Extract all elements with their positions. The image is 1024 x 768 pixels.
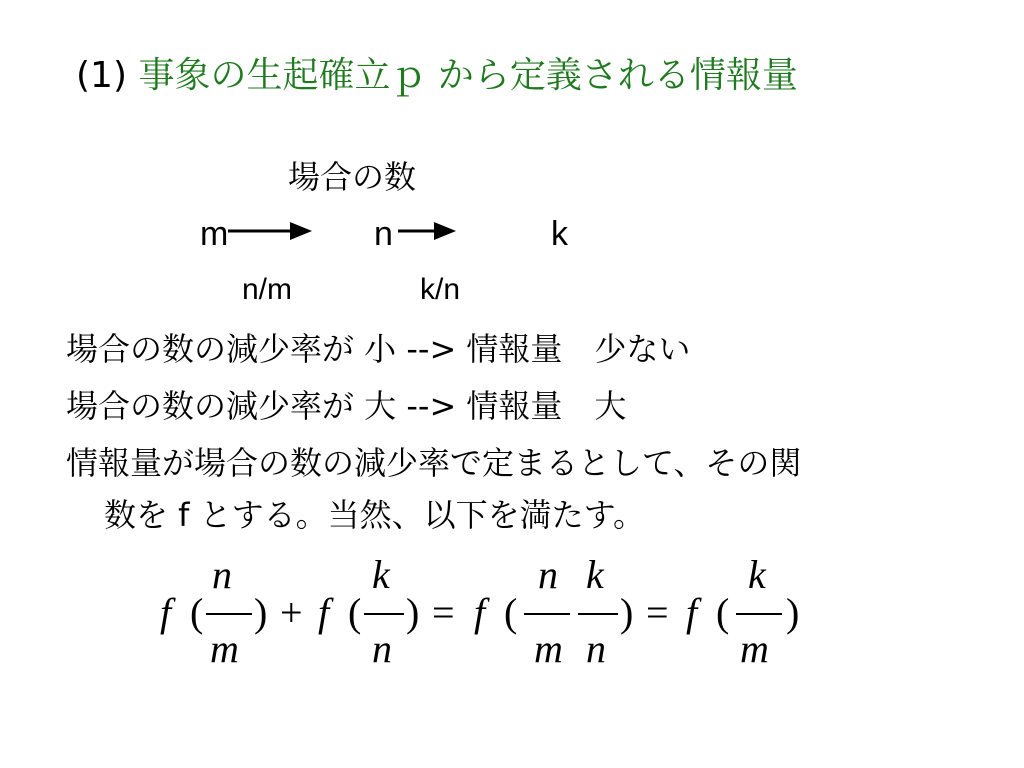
- arrow-m-to-n-icon: [228, 222, 312, 240]
- eq-f1: f: [160, 590, 172, 635]
- eq-num-k4: k: [748, 552, 766, 597]
- ratio-n-over-m: n/m: [242, 273, 293, 306]
- eq-den-m1: m: [210, 626, 239, 671]
- statement-definition-cont: 数を f とする。当然、以下を満たす。: [104, 496, 646, 534]
- node-k: k: [551, 215, 568, 253]
- eq-equals2: =: [646, 590, 669, 635]
- eq-f2: f: [318, 590, 330, 635]
- title-text: 事象の生起確立ｐ から定義される情報量: [138, 55, 798, 96]
- node-n: n: [374, 215, 393, 253]
- title-number: (1): [76, 55, 127, 96]
- eq-f4: f: [686, 590, 698, 635]
- eq-lp2: (: [348, 590, 362, 635]
- statement-definition: 情報量が場合の数の減少率で定まるとして、その関: [66, 444, 802, 482]
- eq-num-k2: k: [372, 552, 390, 597]
- eq-lp4: (: [716, 590, 730, 635]
- eq-rp2: ): [406, 590, 420, 635]
- eq-rp1: ): [254, 590, 268, 635]
- eq-num-n3: n: [538, 552, 558, 597]
- eq-den-m4: m: [740, 626, 769, 671]
- eq-den-n2: n: [372, 626, 392, 671]
- eq-lp1: (: [190, 590, 204, 635]
- node-m: m: [200, 215, 229, 253]
- statement-small-decrease: 場合の数の減少率が 小 --> 情報量 少ない: [66, 330, 691, 368]
- eq-rp3: ): [620, 590, 634, 635]
- eq-equals1: =: [432, 590, 455, 635]
- eq-num-n1: n: [212, 552, 232, 597]
- eq-lp3: (: [504, 590, 518, 635]
- eq-num-k3: k: [586, 552, 604, 597]
- ratio-k-over-n: k/n: [420, 273, 461, 306]
- eq-f3: f: [474, 590, 486, 635]
- statement-large-decrease: 場合の数の減少率が 大 --> 情報量 大: [66, 387, 627, 425]
- eq-den-n3: n: [586, 626, 606, 671]
- eq-plus: +: [280, 590, 303, 635]
- eq-rp4: ): [786, 590, 800, 635]
- functional-equation: [150, 550, 830, 680]
- diagram-heading: 場合の数: [288, 158, 417, 196]
- arrow-n-to-k-icon: [398, 222, 456, 240]
- eq-den-m3: m: [534, 626, 563, 671]
